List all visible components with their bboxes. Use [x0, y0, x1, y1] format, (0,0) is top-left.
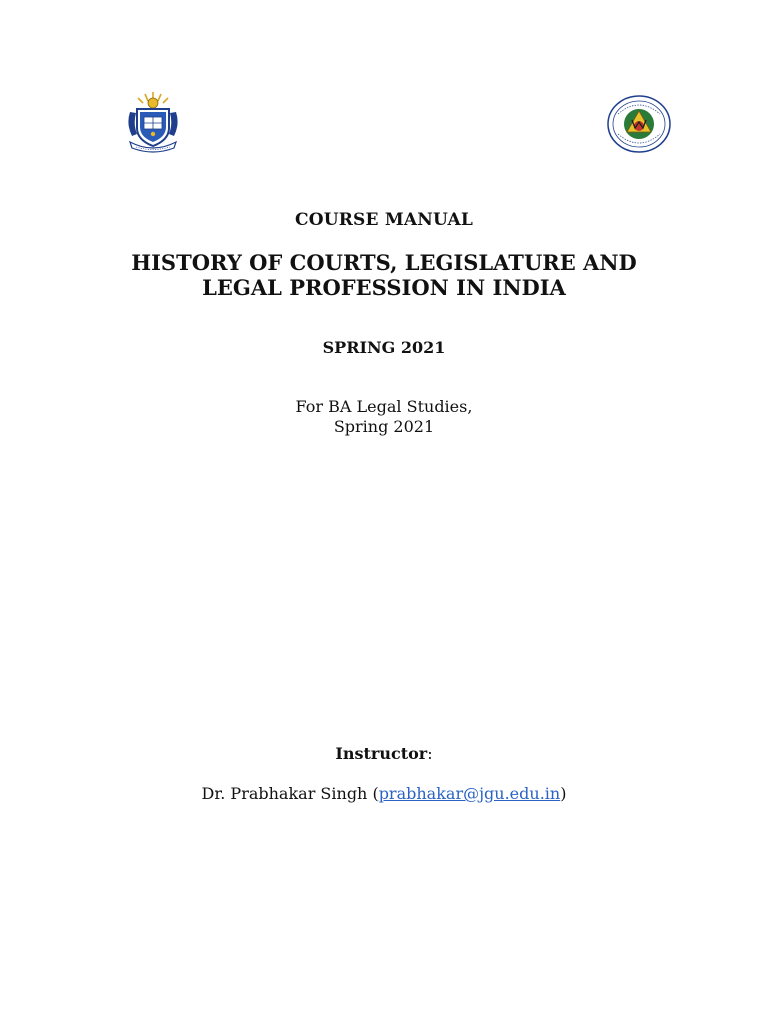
- instructor-heading: [0, 744, 768, 763]
- audience-line-1: For BA Legal Studies,: [295, 397, 473, 416]
- instructor-label: Instructor: [335, 744, 428, 763]
- audience-line-2: Spring 2021: [333, 417, 435, 436]
- instructor-colon: :: [427, 744, 433, 763]
- title-line-2: LEGAL PROFESSION IN INDIA: [202, 275, 566, 300]
- law-school-seal-icon: [606, 94, 672, 154]
- audience-text: [0, 397, 768, 437]
- instructor-email-link[interactable]: prabhakar@jgu.edu.in: [378, 784, 561, 803]
- page-title: [0, 250, 768, 300]
- semester-heading: SPRING 2021: [322, 338, 446, 357]
- title-line-1: HISTORY OF COURTS, LEGISLATURE AND: [131, 250, 637, 275]
- closing-paren: ): [560, 784, 567, 803]
- document-label: COURSE MANUAL: [294, 210, 474, 230]
- university-crest-icon: [124, 90, 182, 154]
- instructor-contact: [0, 784, 768, 803]
- instructor-name: Dr. Prabhakar Singh (: [201, 784, 379, 803]
